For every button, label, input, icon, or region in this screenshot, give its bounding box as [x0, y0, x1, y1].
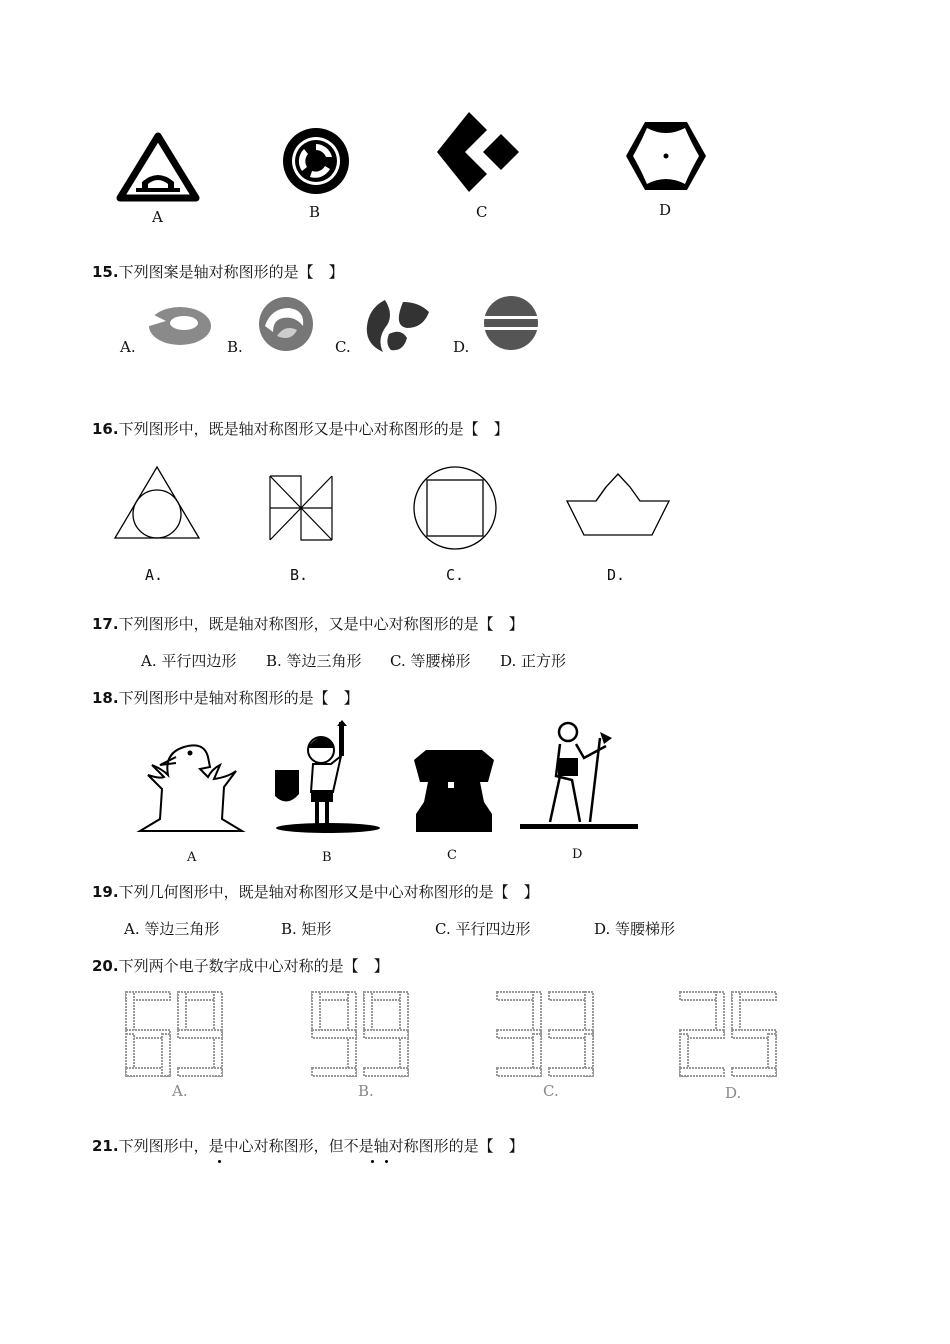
digit-segment	[178, 1030, 222, 1038]
q17-option-a: A. 平行四边形	[141, 652, 237, 670]
q20-digit-pair-a	[126, 991, 230, 1077]
q20-digit-pair-c	[497, 991, 601, 1077]
digit-segment	[312, 1068, 356, 1076]
question-19-number: 19.	[92, 883, 119, 901]
digit-segment	[549, 1068, 593, 1076]
question-19	[92, 881, 539, 902]
question-21	[92, 1135, 524, 1156]
digit-segment	[364, 1030, 408, 1038]
digit-segment	[312, 992, 320, 1034]
q15-figure-d-striped-circle	[484, 296, 538, 350]
digit-segment	[716, 992, 724, 1034]
digit-segment	[364, 1068, 408, 1076]
digit-segment	[162, 1034, 170, 1076]
question-20-number: 20.	[92, 957, 119, 975]
q18-figure-c-dog	[408, 742, 500, 834]
q15-figure-c-drops-logo	[363, 298, 433, 354]
q18-label-c: C	[447, 848, 457, 863]
digit-segment	[348, 992, 356, 1034]
q15-label-b: B.	[227, 338, 243, 356]
q20-digit-pair-d	[680, 991, 784, 1077]
question-16	[92, 418, 509, 439]
q16-figure-d-boat	[566, 473, 670, 537]
digit-segment	[497, 1068, 541, 1076]
digit-segment	[178, 992, 186, 1034]
digit-segment	[732, 992, 740, 1034]
q16-label-b: B.	[290, 566, 309, 584]
q17-option-d: D. 正方形	[500, 652, 567, 670]
q20-label-d: D.	[725, 1084, 742, 1102]
q15-label-d: D.	[453, 338, 470, 356]
question-18-text: 下列图形中是轴对称图形的是【 】	[118, 689, 359, 707]
q16-label-d: D.	[607, 566, 626, 584]
q16-figure-b-pinwheel	[268, 474, 334, 542]
q16-label-c: C.	[446, 566, 465, 584]
digit-segment	[126, 992, 134, 1034]
question-15-text: 下列图案是轴对称图形的是【 】	[118, 263, 344, 281]
question-21-number: 21.	[92, 1137, 119, 1155]
q20-label-c: C.	[543, 1082, 559, 1100]
q14-label-b: B	[309, 203, 321, 221]
q14-label-a: A	[152, 208, 163, 226]
q17-option-b: B. 等边三角形	[266, 652, 362, 670]
q18-figure-a-bird-tree	[138, 735, 244, 835]
question-16-text: 下列图形中，既是轴对称图形又是中心对称图形的是【 】	[118, 420, 509, 438]
q14-figure-c-arrow-diamond	[437, 110, 519, 194]
question-18-number: 18.	[92, 689, 119, 707]
q14-label-d: D	[659, 201, 672, 219]
q19-option-d: D. 等腰梯形	[594, 920, 676, 938]
digit-segment	[585, 992, 593, 1034]
q14-label-c: C	[476, 203, 488, 221]
q18-figure-b-knight-with-shield	[273, 720, 383, 834]
q17-option-c: C. 等腰梯形	[390, 652, 471, 670]
question-20-text: 下列两个电子数字成中心对称的是【 】	[118, 957, 389, 975]
question-21-text: 下列图形中，是中心对称图形，但不是轴对称图形的是【 】	[118, 1137, 524, 1155]
q14-figure-b-roundabout-sign	[282, 127, 350, 195]
q20-label-a: A.	[172, 1082, 188, 1100]
digit-segment	[312, 1030, 356, 1038]
emphasis-dot	[218, 1160, 221, 1163]
q14-figure-a-warning-sign	[118, 132, 198, 202]
question-17-number: 17.	[92, 615, 119, 633]
q20-digit-pair-b	[312, 991, 416, 1077]
q19-option-c: C. 平行四边形	[435, 920, 531, 938]
q14-figure-d-umbrella-hexagon	[625, 120, 707, 192]
digit-segment	[680, 1068, 724, 1076]
q18-label-d: D	[572, 847, 583, 862]
question-18	[92, 687, 359, 708]
digit-segment	[732, 1068, 776, 1076]
question-16-number: 16.	[92, 420, 119, 438]
q18-label-b: B	[322, 850, 332, 865]
q20-label-b: B.	[358, 1082, 374, 1100]
q18-label-a: A	[187, 850, 197, 865]
emphasis-dot	[385, 1160, 388, 1163]
q15-label-a: A.	[120, 338, 136, 356]
q16-figure-c-square-in-circle	[413, 466, 497, 550]
q15-label-c: C.	[335, 338, 351, 356]
question-17-text: 下列图形中，既是轴对称图形，又是中心对称图形的是【 】	[118, 615, 524, 633]
question-20	[92, 955, 389, 976]
q16-label-a: A.	[145, 566, 164, 584]
q16-figure-a-triangle-with-circle	[114, 466, 200, 540]
q19-option-b: B. 矩形	[281, 920, 332, 938]
digit-segment	[533, 992, 541, 1034]
q15-figure-a-ring-logo	[146, 305, 212, 347]
digit-segment	[400, 992, 408, 1034]
emphasis-dot	[371, 1160, 374, 1163]
question-17	[92, 613, 524, 634]
q19-option-a: A. 等边三角形	[124, 920, 220, 938]
question-19-text: 下列几何图形中，既是轴对称图形又是中心对称图形的是【 】	[118, 883, 539, 901]
question-15-number: 15.	[92, 263, 119, 281]
q15-figure-b-swirl-logo	[255, 296, 317, 352]
digit-segment	[364, 992, 372, 1034]
digit-segment	[214, 992, 222, 1034]
question-15	[92, 261, 344, 282]
digit-segment	[178, 1068, 222, 1076]
q18-figure-d-man-with-staff	[520, 718, 638, 832]
